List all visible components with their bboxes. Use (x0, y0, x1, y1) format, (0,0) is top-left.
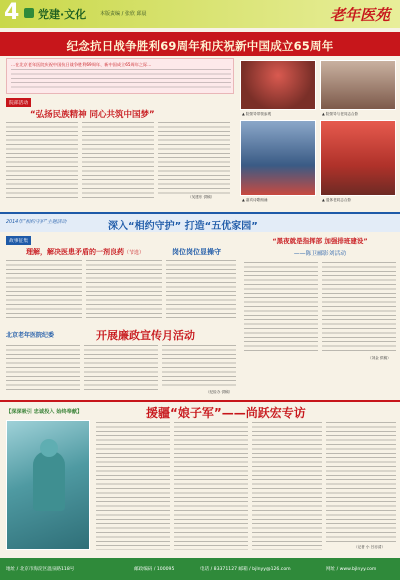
campaign-left-note: （节选） (124, 250, 145, 256)
right-story-title: “黑夜就是指挥部 加强排班建设” (272, 237, 368, 245)
masthead: 老年医苑 (329, 6, 390, 24)
footer-postcode: 邮政编码 / 100095 (134, 567, 175, 572)
page-number: 4 (4, 0, 20, 25)
feature-title: 援疆“娘子军”——尚跃宏专访 (146, 406, 306, 420)
right-story-col-2 (322, 262, 396, 354)
campaign-logo: 2014年“相约守护”主题活动 (6, 220, 67, 225)
section-title: 党建·文化 (38, 8, 87, 21)
photo-1 (240, 60, 316, 110)
right-story-col-1 (244, 262, 318, 354)
feature-col-2 (174, 422, 248, 550)
campaign-col-2 (86, 260, 162, 320)
campaign-title: 深入“相约守护” 打造“五优家园” (108, 221, 258, 232)
activity-col-1 (6, 122, 78, 200)
photo-2 (320, 60, 396, 110)
intro-text: …在北京老年医院庆祝中国抗日战争胜利69周年、新中国成立65周年之际… (11, 62, 152, 67)
footer-phone: 电话 / 83371127 邮箱 / bjlnyy@126.com (200, 567, 291, 572)
editor-credit: 本版责编 / 张欣 邱晨 (100, 11, 147, 17)
page-header (0, 0, 400, 28)
footer-address: 地址 / 北京市海淀区温泉路118号 (6, 567, 75, 572)
footer-website: 网址 / www.bjlnyy.com (326, 567, 377, 572)
integrity-col-2 (84, 345, 158, 393)
activity-kicker: 院部活动 (6, 98, 31, 107)
right-story-byline: （刘金 供稿） (368, 356, 391, 360)
activity-title: “弘扬民族精神 同心共筑中国梦” (30, 110, 155, 120)
integrity-title: 开展廉政宣传月活动 (96, 329, 195, 342)
feature-byline: （记者 小 吕亦清） (354, 545, 386, 549)
campaign-kicker: 故事征集 (6, 236, 31, 245)
feature-rule (0, 400, 400, 402)
campaign-bar (0, 212, 400, 232)
banner-title: 纪念抗日战争胜利69周年和庆祝新中国成立65周年 (66, 39, 334, 53)
integrity-byline: （纪检办 供稿） (206, 390, 233, 394)
photo-4-caption: ▲ 退休老同志合影 (322, 198, 352, 202)
integrity-col-1 (6, 345, 80, 393)
section-logo-icon (24, 8, 34, 18)
integrity-col-3 (162, 345, 236, 389)
feature-photo-head (40, 439, 58, 457)
footer-bar (0, 558, 400, 580)
intro-box (6, 58, 234, 94)
activity-col-2 (82, 122, 154, 200)
feature-col-3 (252, 422, 322, 550)
photo-4 (320, 120, 396, 196)
photo-2-caption: ▲ 院领导与老同志合影 (322, 112, 359, 116)
activity-col-3 (158, 122, 230, 194)
feature-photo-figure (33, 451, 65, 511)
feature-photo (6, 420, 90, 550)
activity-byline: （吴建东 供稿） (188, 195, 215, 199)
campaign-mid-title: 岗位岗位显操守 (172, 248, 221, 256)
campaign-col-3 (166, 260, 236, 320)
photo-1-caption: ▲ 院领导带领参观 (242, 112, 272, 116)
campaign-left-title (26, 247, 144, 257)
campaign-col-1 (6, 260, 82, 320)
integrity-kicker: 北京老年医院纪委 (6, 332, 55, 339)
right-story-subtitle: ——陈卫郦影刘活动 (293, 251, 347, 257)
feature-col-4 (326, 422, 396, 544)
photo-3-caption: ▲ 嘉宾诗歌朗诵 (242, 198, 268, 202)
campaign-left-title-text: 理解，解决医患矛盾的一剂良药 (26, 248, 124, 256)
feature-col-1 (96, 422, 170, 550)
feature-kicker: 【深深吸引 忠诚投入 始终奉献】 (6, 409, 83, 415)
headline-banner (0, 32, 400, 56)
intro-text-lines (11, 69, 231, 91)
photo-3 (240, 120, 316, 196)
